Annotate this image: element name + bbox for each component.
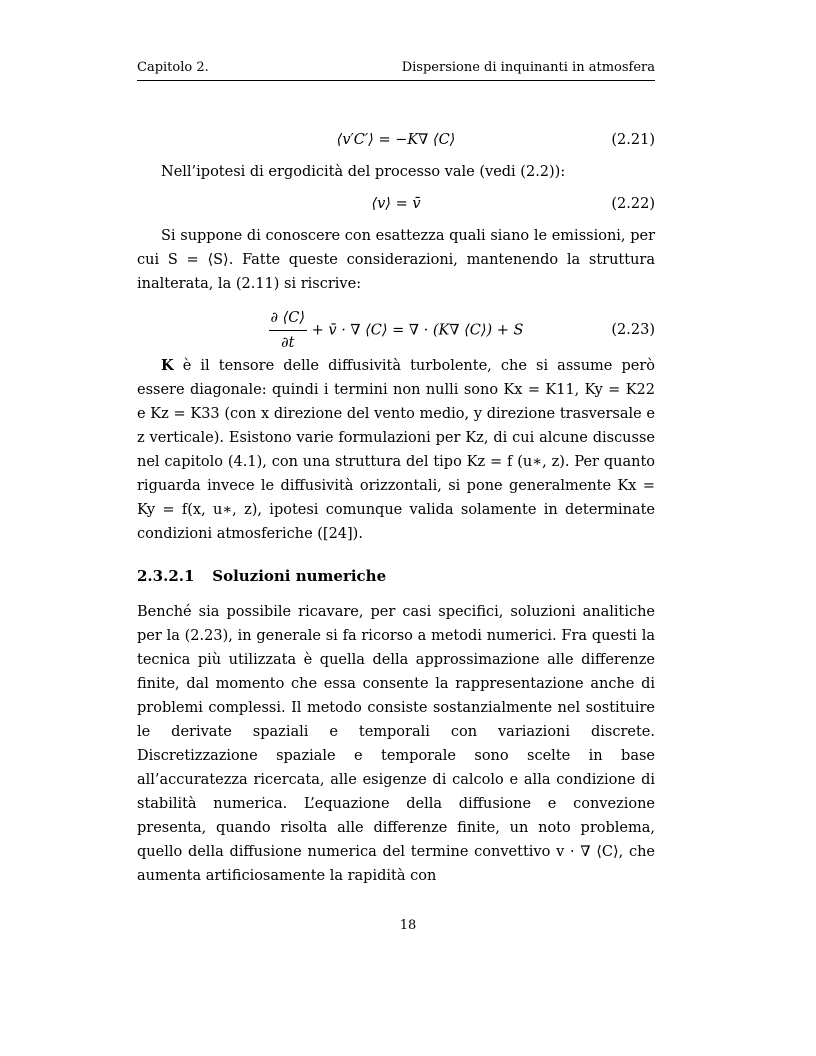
equation-2-21-math: ⟨v′C′⟩ = −K∇ ⟨C⟩ [336,132,456,148]
equation-2-21 [137,120,655,160]
equation-2-23 [137,296,655,354]
subsection-title: Soluzioni numeriche [212,567,387,585]
paragraph-emissions: Si suppone di conoscere con esattezza quali siano le emissioni, per cui S = ⟨S⟩. Fatte queste considerazioni, mantenendo la struttura inalterata, la (2.11) si riscrive: [137,228,655,292]
subsection-heading [137,564,655,588]
paragraph-ergodicity: Nell’ipotesi di ergodicità del processo vale (vedi (2.2)): [161,164,566,180]
running-header [137,60,655,81]
equation-2-21-number: (2.21) [611,132,655,148]
paragraph-diffusivity-text: è il tensore delle diffusività turbolente, che si assume però essere diagonale: quindi i termini non nulli sono Kx = K11, Ky = K22 e Kz = K33 (con x direzione del vento medio, y direzione trasversale e z verticale). Esistono varie formulazioni per Kz, di cui alcune discusse nel capitolo (4.1), con una struttura del tipo Kz = f (u∗, z). Per quanto riguarda invece le diffusività orizzontali, si pone generalmente Kx = Ky = f(x, u∗, z), ipotesi comunque valida solamente in determinate condizioni atmosferiche ([24]). [137,358,655,542]
equation-2-22-math: ⟨v⟩ = v̄ [371,196,421,212]
header-chapter: Capitolo 2. [137,60,209,75]
equation-2-23-number: (2.23) [611,322,655,338]
fraction-denominator: ∂t [281,335,295,351]
paragraph-numerical-solutions: Benché sia possibile ricavare, per casi specifici, soluzioni analitiche per la (2.23), in generale si fa ricorso a metodi numerici. Fra questi la tecnica più utilizzata è quella della approssimazione alle differenze finite, dal momento che essa consente la rappresentazione anche di problemi complessi. Il metodo consiste sostanzialmente nel sostituire le derivate spaziali e temporali con variazioni discrete. Discretizzazione spaziale e temporale sono scelte in base all’accuratezza ricercata, alle esigenze di calcolo e alla condizione di stabilità numerica. L’equazione della diffusione e convezione presenta, quando risolta alle differenze finite, un noto problema, quello della diffusione numerica del termine convettivo v · ∇ ⟨C⟩, che aumenta artificiosamente la rapidità con [137,604,655,884]
equation-2-22-number: (2.22) [611,196,655,212]
body-text [137,120,655,888]
equation-2-22 [137,184,655,224]
page-number: 18 [399,918,417,933]
equation-2-23-fraction [269,306,308,355]
header-section-title: Dispersione di inquinanti in atmosfera [401,60,655,75]
paragraph-diffusivity-tensor [137,354,655,546]
subsection-number: 2.3.2.1 [137,567,195,585]
equation-2-23-rest: + v̄ · ∇ ⟨C⟩ = ∇ · (K∇ ⟨C⟩) + S [311,322,524,339]
tensor-symbol: K [161,357,174,374]
fraction-numerator: ∂ ⟨C⟩ [269,306,308,331]
equation-2-23-math [137,306,655,355]
